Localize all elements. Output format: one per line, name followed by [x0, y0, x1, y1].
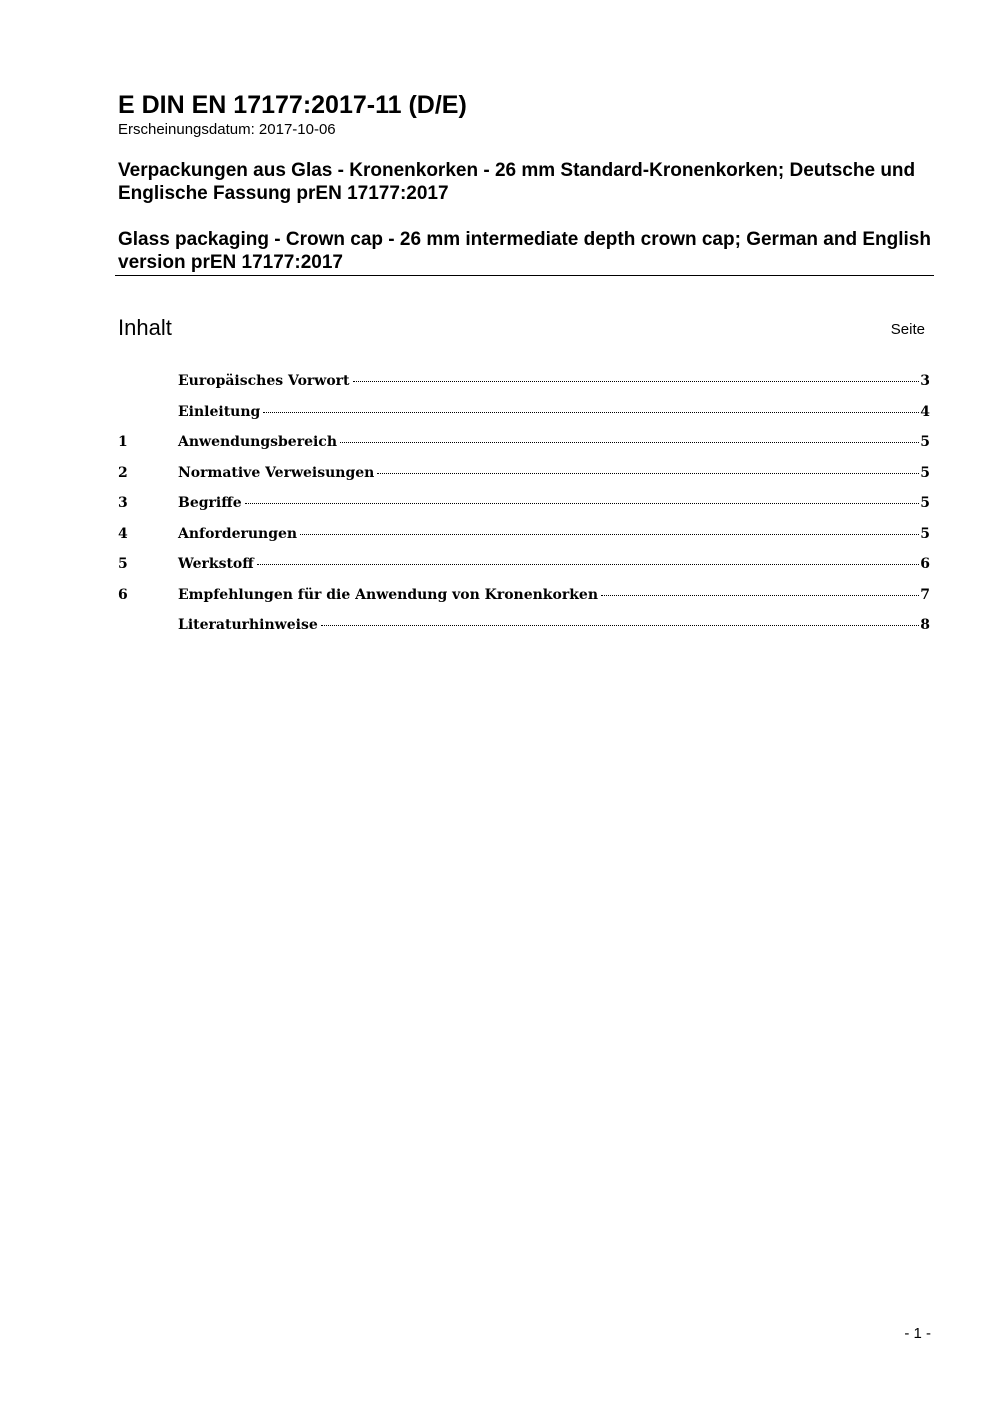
toc-leader-dots — [257, 564, 920, 565]
title-german: Verpackungen aus Glas - Kronenkorken - 26 mm Standard-Kronenkorken; Deutsche und Englische Fassung prEN 17177:2017 — [118, 160, 916, 204]
toc-entry-europaeisches-vorwort[interactable] — [118, 370, 930, 401]
toc-entry-number: 2 — [118, 464, 128, 481]
toc-entry-number: 4 — [118, 525, 128, 542]
toc-entry-number: 5 — [118, 556, 128, 572]
toc-entry-page: 8 — [920, 617, 930, 633]
toc-entry-anforderungen[interactable] — [118, 523, 930, 554]
toc-leader-dots — [300, 534, 919, 535]
toc-leader-dots — [353, 381, 920, 382]
toc-entry-normative-verweisungen[interactable] — [118, 462, 930, 493]
toc-entry-title: Anwendungsbereich — [178, 434, 337, 450]
document-id: E DIN EN 17177:2017-11 (D/E) — [118, 91, 467, 119]
toc-entry-page: 3 — [920, 373, 930, 389]
page-number: - 1 - — [904, 1325, 931, 1342]
toc-leader-dots — [601, 595, 919, 596]
toc-entry-empfehlungen[interactable] — [118, 584, 930, 615]
toc-leader-dots — [263, 412, 919, 413]
toc-entry-page: 6 — [920, 556, 930, 572]
toc-entry-title: Literaturhinweise — [178, 617, 318, 633]
toc-entry-number: 6 — [118, 586, 128, 603]
toc-entry-einleitung[interactable] — [118, 401, 930, 432]
toc-leader-dots — [340, 442, 919, 443]
toc-entry-literaturhinweise[interactable] — [118, 614, 930, 645]
toc-entry-title: Normative Verweisungen — [178, 464, 375, 481]
toc-page-heading: Seite — [890, 321, 925, 338]
table-of-contents — [118, 370, 930, 645]
toc-entry-title: Begriffe — [178, 495, 242, 511]
toc-entry-number: 3 — [118, 495, 128, 511]
toc-entry-title: Werkstoff — [178, 556, 254, 572]
toc-entry-anwendungsbereich[interactable] — [118, 431, 930, 462]
toc-entry-page: 7 — [920, 586, 930, 603]
toc-entry-title: Europäisches Vorwort — [178, 373, 350, 389]
toc-entry-page: 4 — [920, 403, 930, 420]
toc-entry-page: 5 — [920, 495, 930, 511]
toc-entry-begriffe[interactable] — [118, 492, 930, 523]
toc-entry-werkstoff[interactable] — [118, 553, 930, 584]
title-english: Glass packaging - Crown cap - 26 mm intermediate depth crown cap; German and English version prEN 17177:2017 — [118, 229, 931, 273]
toc-entry-number: 1 — [118, 434, 128, 450]
toc-leader-dots — [245, 503, 920, 504]
toc-entry-title: Anforderungen — [178, 525, 298, 542]
header-divider — [115, 275, 934, 276]
toc-entry-title: Empfehlungen für die Anwendung von Kronenkorken — [178, 586, 599, 603]
toc-heading: Inhalt — [118, 315, 172, 340]
toc-leader-dots — [377, 473, 919, 474]
toc-entry-page: 5 — [920, 464, 930, 481]
toc-entry-page: 5 — [920, 434, 930, 450]
toc-entry-page: 5 — [920, 525, 930, 542]
toc-leader-dots — [321, 625, 920, 626]
toc-entry-title: Einleitung — [178, 403, 261, 420]
publication-date: Erscheinungsdatum: 2017-10-06 — [118, 121, 336, 138]
